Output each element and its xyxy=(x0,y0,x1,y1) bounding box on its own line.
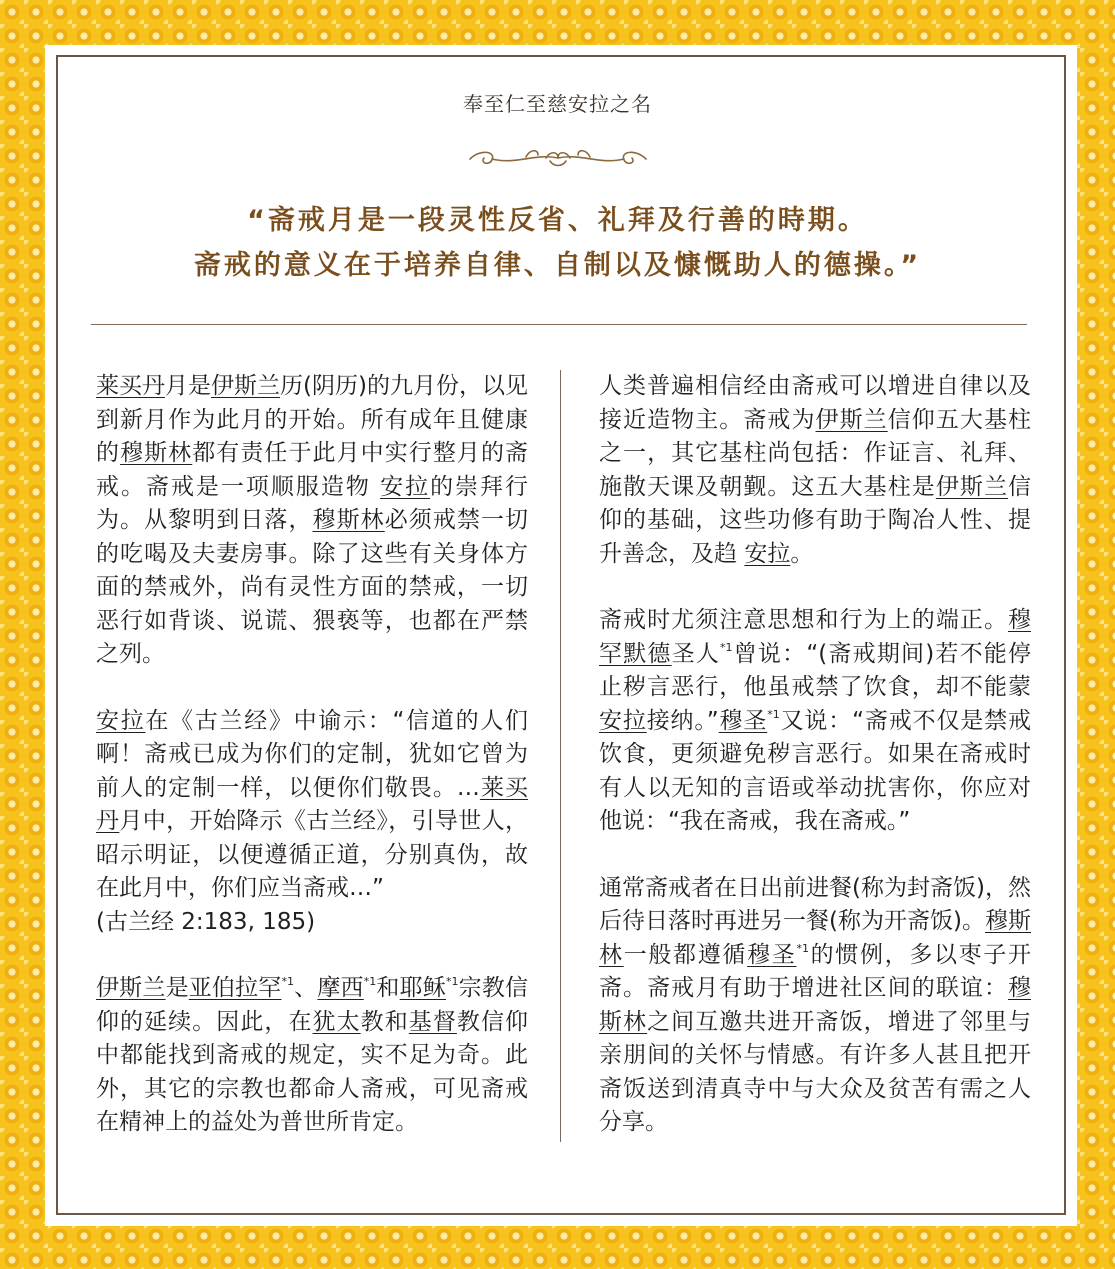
footnote-marker: *1 xyxy=(446,975,459,988)
text-run: 之间互邀共进开斋饭，增进了邻里与亲朋间的关怀与情感。有许多人甚且把开斋饭送到清真寺中与大众及贫苦有需之人分享。 xyxy=(599,1008,1032,1135)
flourish-ornament-icon xyxy=(466,143,650,173)
text-run: 教和 xyxy=(360,1008,409,1035)
underlined-term: 伊斯兰 xyxy=(96,975,166,1001)
underlined-term: 安拉 xyxy=(96,707,146,734)
text-run: 。 xyxy=(790,540,814,567)
right-paragraph-3 xyxy=(599,872,1031,1140)
text-run: 一般都遵循 xyxy=(623,941,748,968)
text-run: 宗教信仰的延续。因此，在 xyxy=(96,975,529,1035)
right-paragraph-2 xyxy=(599,604,1031,839)
text-run: 人类普遍相信经由斋戒可以增进自律以及接近造物主。斋戒为 xyxy=(599,373,1031,433)
footnote-marker: *1 xyxy=(796,941,809,955)
footnote-marker: *1 xyxy=(363,975,377,988)
pull-quote-line-2: 斋戒的意义在于培养自律、自制以及慷慨助人的德操。” xyxy=(193,250,922,281)
column-divider xyxy=(560,370,561,1142)
text-run: 是 xyxy=(165,975,189,1001)
underlined-term: 亚伯拉罕 xyxy=(188,975,282,1001)
underlined-term: 穆罕默德 xyxy=(599,607,1031,667)
underlined-term: 伊斯兰 xyxy=(935,473,1009,500)
underlined-term: 穆斯林 xyxy=(120,440,193,466)
left-paragraph-2 xyxy=(96,705,528,940)
text-run: 历(阴历)的九月份，以见到新月作为此月的开始。所有成年且健康的 xyxy=(96,373,529,466)
text-run: 斋戒时尤须注意思想和行为上的端正。 xyxy=(599,607,1008,633)
pull-quote xyxy=(0,198,1115,288)
text-run: 在《古兰经》中谕示：“信道的人们啊！斋戒已成为你们的定制，犹如它曾为前人的定制一样，以便你们敬畏。… xyxy=(96,707,528,801)
text-run: 的崇拜行为。从黎明到日落， xyxy=(96,473,529,533)
text-run: 信仰的基础，这些功修有助于陶冶人性、提升善念，及趋 xyxy=(599,473,1032,567)
underlined-term: 伊斯兰 xyxy=(211,373,281,399)
left-paragraph-3 xyxy=(96,972,528,1140)
text-run: 教信仰中都能找到斋戒的规定，实不足为奇。此外，其它的宗教也都命人斋戒，可见斋戒在精神上的益处为普世所肯定。 xyxy=(96,1008,529,1135)
right-column xyxy=(599,370,1031,1173)
underlined-term: 穆斯林 xyxy=(312,507,385,533)
quran-citation: (古兰经 2:183, 185) xyxy=(96,908,316,935)
text-run: 又说：“斋戒不仅是禁戒饮食，更须避免秽言恶行。如果在斋戒时有人以无知的言语或举动扰害你，你应对他说：“我在斋戒，我在斋戒。” xyxy=(599,707,1032,834)
left-column xyxy=(96,370,528,1173)
text-run: 的惯例，多以枣子开斋。斋戒月有助于增进社区间的联谊： xyxy=(599,941,1032,1001)
underlined-term: 穆圣 xyxy=(718,707,768,734)
underlined-term: 摩西 xyxy=(317,975,364,1001)
underlined-term: 犹太 xyxy=(312,1008,361,1035)
underlined-term: 安拉 xyxy=(744,540,791,567)
underlined-term: 伊斯兰 xyxy=(815,406,888,433)
text-run: 必须戒禁一切的吃喝及夫妻房事。除了这些有关身体方面的禁戒外，尚有灵性方面的禁戒，一切恶行如背谈、说谎、猥亵等，也都在严禁之列。 xyxy=(96,507,529,667)
footnote-marker: *1 xyxy=(767,707,780,721)
pull-quote-line-1: “斋戒月是一段灵性反省、礼拜及行善的時期。 xyxy=(247,205,868,236)
underlined-term: 穆斯林 xyxy=(599,975,1031,1035)
text-run: 接纳。” xyxy=(646,707,719,734)
underlined-term: 莱买丹 xyxy=(96,373,166,399)
text-run: 月是 xyxy=(165,373,212,399)
underlined-term: 耶稣 xyxy=(399,975,446,1001)
left-paragraph-2-body xyxy=(96,705,528,906)
horizontal-divider xyxy=(91,324,1027,325)
text-run: 、 xyxy=(294,975,318,1001)
underlined-term: 基督 xyxy=(408,1008,457,1035)
text-run: 信仰五大基柱之一，其它基柱尚包括：作证言、礼拜、施散天课及朝觐。这五大基柱是 xyxy=(599,406,1032,500)
underlined-term: 穆斯林 xyxy=(599,908,1032,968)
footnote-marker: *1 xyxy=(720,640,733,654)
text-run: 月中，开始降示《古兰经》，引导世人，昭示明证，以便遵循正道，分别真伪，故在此月中，你们应当斋戒…” xyxy=(96,808,529,901)
underlined-term: 安拉 xyxy=(380,473,431,500)
right-paragraph-1 xyxy=(599,370,1031,571)
underlined-term: 莱买丹 xyxy=(96,774,529,834)
text-run: 曾说：“(斋戒期间)若不能停止秽言恶行，他虽戒禁了饮食，却不能蒙 xyxy=(599,640,1031,700)
left-paragraph-1 xyxy=(96,370,528,672)
basmala-heading: 奉至仁至慈安拉之名 xyxy=(463,92,652,116)
footnote-marker: *1 xyxy=(281,975,294,988)
text-run: 都有责任于此月中实行整月的斋戒。斋戒是一项顺服造物 xyxy=(96,440,529,500)
text-run: 圣人 xyxy=(671,640,721,667)
underlined-term: 穆圣 xyxy=(747,941,797,968)
underlined-term: 安拉 xyxy=(599,707,647,734)
text-run: 和 xyxy=(376,975,400,1001)
text-run: 通常斋戒者在日出前进餐(称为封斋饭)，然后待日落时再进另一餐(称为开斋饭)。 xyxy=(599,874,1031,934)
